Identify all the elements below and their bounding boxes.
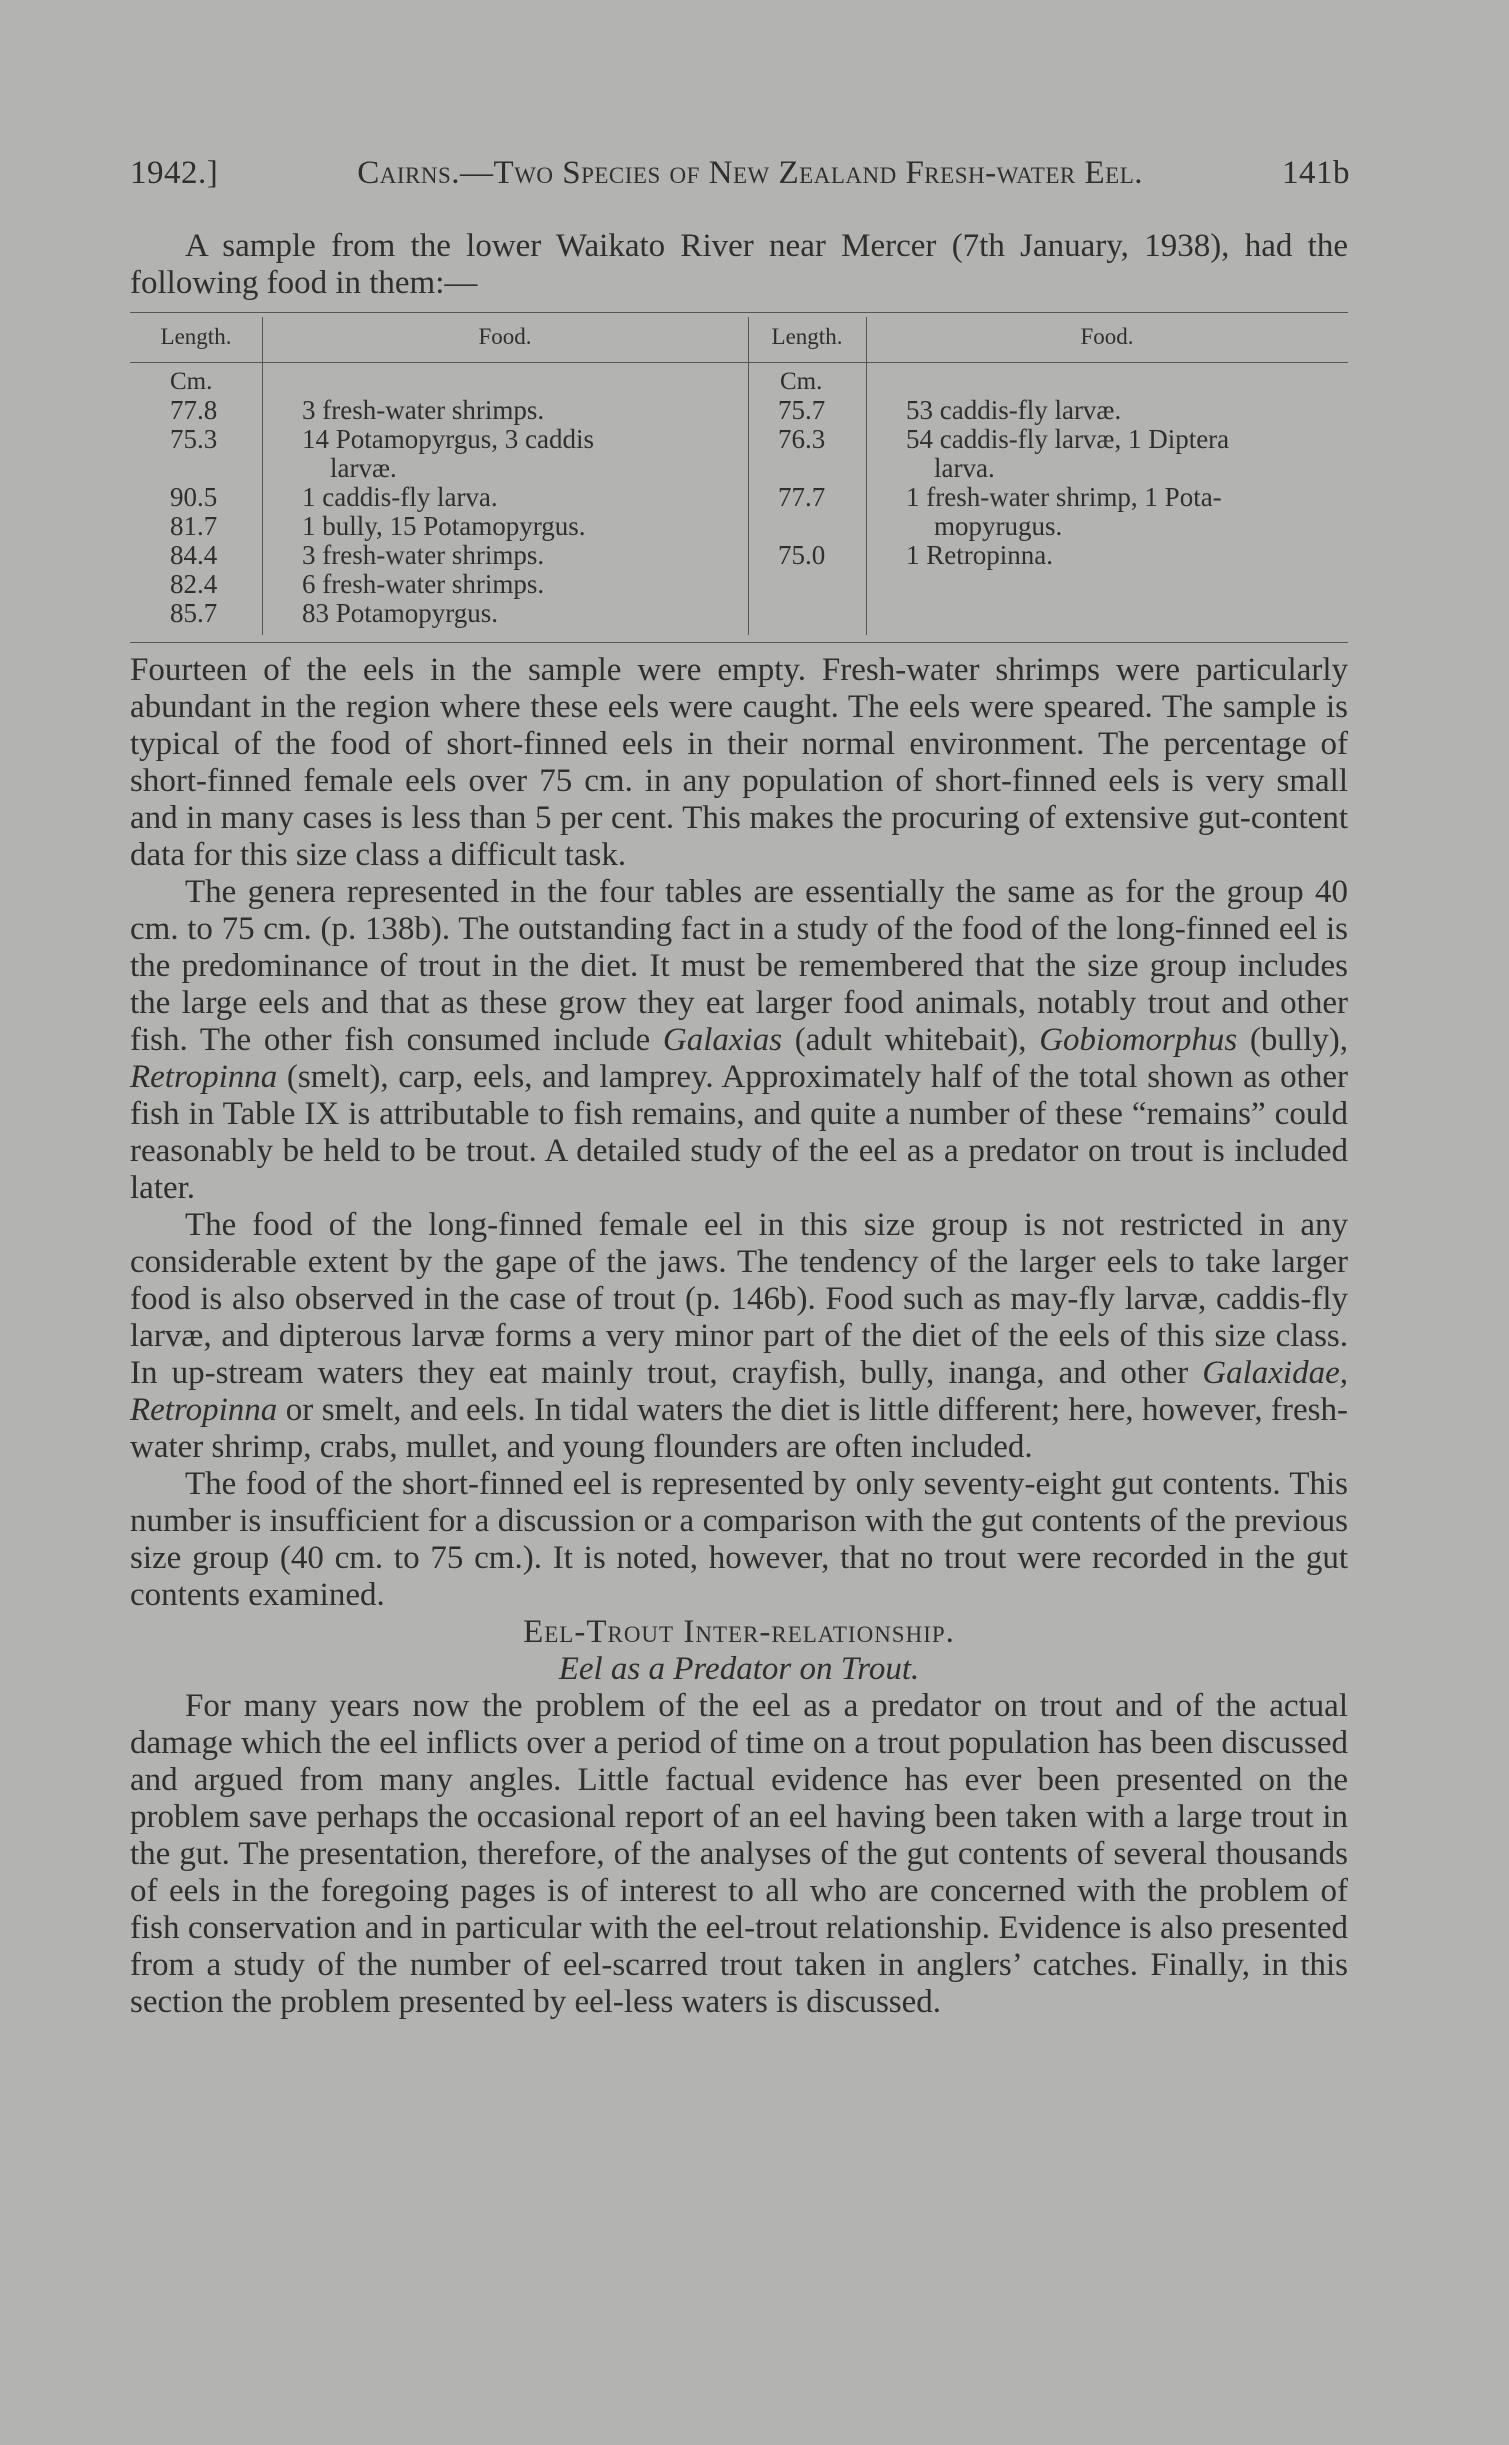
food-cell: 3 fresh-water shrimps.: [302, 540, 545, 570]
table-column-rule: [866, 317, 867, 635]
intro-paragraph: A sample from the lower Waikato River near Mercer (7th January, 1938), had the following food in them:—: [130, 228, 1348, 301]
table-column-rule: [748, 317, 749, 635]
food-cell: 6 fresh-water shrimps.: [302, 569, 545, 599]
food-cell: 53 caddis-fly larvæ.: [906, 395, 1122, 425]
food-cell: 83 Potamopyrgus.: [302, 598, 499, 628]
running-head: [130, 153, 1350, 193]
page-number: 141b: [1282, 155, 1350, 191]
header-year: 1942.]: [130, 155, 219, 191]
header-title: Cairns.—Two Species of New Zealand Fresh-water Eel.: [357, 155, 1144, 191]
food-cell: 14 Potamopyrgus, 3 caddis: [302, 424, 594, 454]
food-cell: 54 caddis-fly larvæ, 1 Diptera: [906, 424, 1230, 454]
food-cell: 1 fresh-water shrimp, 1 Pota-: [906, 482, 1222, 512]
table-top-rule: [130, 312, 1348, 313]
food-column-left: [302, 396, 742, 628]
food-column-right: [906, 396, 1346, 570]
length-cell: 90.5: [170, 482, 218, 512]
header-food-right: Food.: [1080, 324, 1134, 349]
length-cell: 82.4: [170, 569, 218, 599]
food-cell-continued: mopyrugus.: [934, 511, 1063, 541]
length-cell: 85.7: [170, 598, 218, 628]
paragraph-empty-eels: Fourteen of the eels in the sample were empty. Fresh-water shrimps were particularly abundant in the region where these eels were caught. The eels were speared. The sample is typical of the food of short-finned eels in their normal environment. The percentage of short-finned female eels over 75 cm. in any population of short-finned eels is very small and in many cases is less than 5 per cent. This makes the procuring of extensive gut-content data for this size class a difficult task.: [130, 652, 1348, 873]
length-cell: 77.8: [170, 395, 218, 425]
food-cell: 1 Retropinna.: [906, 540, 1053, 570]
food-cell: 1 caddis-fly larva.: [302, 482, 498, 512]
paragraph-short-finned-food: The food of the short-finned eel is represented by only seventy-eight gut contents. This number is insufficient for a discussion or a comparison with the gut contents of the previous size group (40 cm. to 75 cm.). It is noted, however, that no trout were recorded in the gut contents examined.: [130, 1466, 1348, 1613]
food-table: [130, 312, 1348, 644]
header-food-left: Food.: [478, 324, 532, 349]
length-cell: 81.7: [170, 511, 218, 541]
length-column-right: [778, 396, 825, 570]
length-column-left: [170, 396, 217, 628]
header-length-left: Length.: [160, 324, 232, 349]
paragraph-genera: The genera represented in the four tables are essentially the same as for the group 40 cm. to 75 cm. (p. 138b). The outstanding fact in a study of the food of the long-finned eel is the predominance of trout in the diet. It must be remembered that the size group includes the large eels and that as these grow they eat larger food animals, notably trout and other fish. The other fish consumed include Galaxias (adult whitebait), Gobiomorphus (bully), Retropinna (smelt), carp, eels, and lamprey. Approximately half of the total shown as other fish in Table IX is attributable to fish remains, and quite a number of these “remains” could reasonably be held to be trout. A detailed study of the eel as a predator on trout is included later.: [130, 874, 1348, 1206]
paragraph-eel-predator: For many years now the problem of the eel as a predator on trout and of the actual damage which the eel inflicts over a period of time on a trout population has been discussed and argued from many angles. Little factual evidence has ever been presented on the problem save perhaps the occasional report of an eel having been taken with a large trout in the gut. The presentation, therefore, of the analyses of the gut contents of several thousands of eels in the foregoing pages is of interest to all who are concerned with the problem of fish conservation and in particular with the eel-trout relationship. Evidence is also presented from a study of the number of eel-scarred trout taken in anglers’ catches. Finally, in this section the problem presented by eel-less waters is discussed.: [130, 1688, 1348, 2020]
table-column-rule: [262, 317, 263, 635]
table-bottom-rule: [130, 642, 1348, 643]
table-header-rule: [130, 362, 1348, 363]
food-cell-continued: larvæ.: [330, 453, 397, 483]
length-cell: 75.3: [170, 424, 218, 454]
food-cell-continued: larva.: [934, 453, 995, 483]
length-cell: 77.7: [778, 482, 826, 512]
paragraph-long-finned-food: The food of the long-finned female eel in this size group is not restricted in any considerable extent by the gape of the jaws. The tendency of the larger eels to take larger food is also observed in the case of trout (p. 146b). Food such as may-fly larvæ, caddis-fly larvæ, and dipterous larvæ forms a very minor part of the diet of the eels of this size class. In up-stream waters they eat mainly trout, crayfish, bully, inanga, and other Galaxidae, Retropinna or smelt, and eels. In tidal waters the diet is little different; here, however, fresh-water shrimp, crabs, mullet, and young flounders are often included.: [130, 1207, 1348, 1465]
length-cell: 76.3: [778, 424, 826, 454]
units-left: Cm.: [170, 368, 213, 395]
body-text: [130, 652, 1348, 2021]
length-cell: 75.7: [778, 395, 826, 425]
length-cell: 75.0: [778, 540, 826, 570]
section-heading: Eel-Trout Inter-relationship.: [523, 1614, 955, 1650]
length-cell: 84.4: [170, 540, 218, 570]
food-cell: 3 fresh-water shrimps.: [302, 395, 545, 425]
header-length-right: Length.: [771, 324, 843, 349]
units-right: Cm.: [780, 368, 823, 395]
food-cell: 1 bully, 15 Potamopyrgus.: [302, 511, 586, 541]
subsection-heading: Eel as a Predator on Trout.: [558, 1651, 920, 1687]
